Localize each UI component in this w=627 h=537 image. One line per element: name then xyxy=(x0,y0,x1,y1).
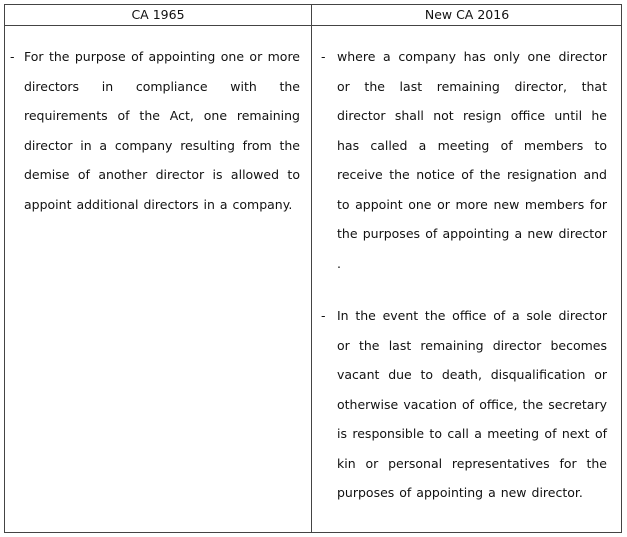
header-ca-1965: CA 1965 xyxy=(131,7,185,22)
bullet-marker: - xyxy=(321,308,326,323)
cell-new-ca-2016 xyxy=(312,26,622,532)
cell-ca-1965 xyxy=(5,26,311,532)
ca-2016-provision-text-1: where a company has only one director or the last remaining director, that director shall not resign office until he has called a meeting of members to receive the notice of the resignation and to appoint one or more new members for the purposes of appointing a new director . xyxy=(337,49,607,271)
header-new-ca-2016: New CA 2016 xyxy=(424,7,510,22)
ca-2016-provision-text-2: In the event the office of a sole director or the last remaining director becomes vacant due to death, disqualification or otherwise vacation of office, the secretary is responsible to call a meeting of next of kin or personal representatives for the purposes of appointing a new director. xyxy=(337,308,607,500)
ca-1965-provision-text: For the purpose of appointing one or more directors in compliance with the requirements of the Act, one remaining director in a company resulting from the demise of another director is allowed to appoint additional directors in a company. xyxy=(24,49,300,212)
comparison-table xyxy=(4,4,622,533)
bullet-marker: - xyxy=(321,49,326,64)
bullet-marker: - xyxy=(10,49,15,64)
